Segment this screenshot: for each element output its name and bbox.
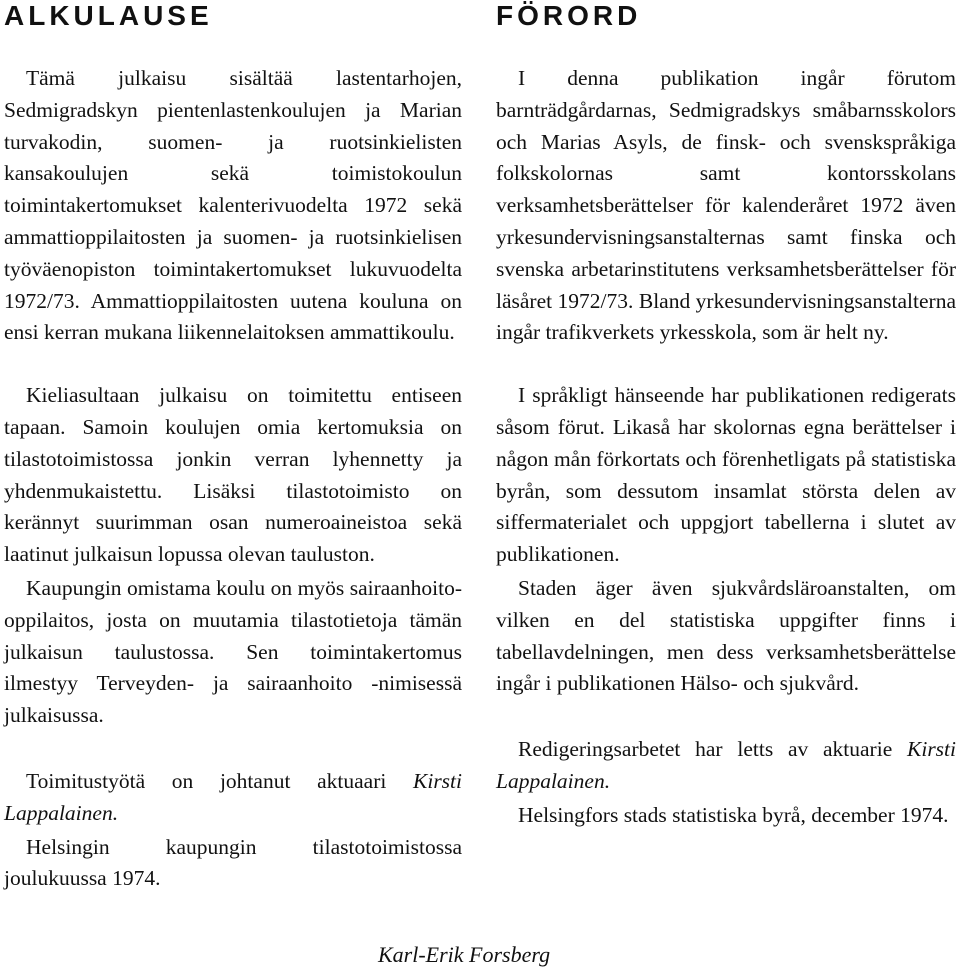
finnish-credit-text: Toimitustyötä on johtanut aktuaari xyxy=(26,768,413,793)
swedish-credit-paragraph xyxy=(496,734,956,798)
swedish-column xyxy=(496,0,956,832)
swedish-paragraph-1: I denna publikation ingår förutom barnträdgårdarnas, Sedmigradskys småbarnsskolors och Marias Asyls, de finsk- och svenskspråkiga folkskolornas samt kontorsskolans verksamhetsberättelser för kalenderåret 1972 även yrkesundervisningsanstalternas samt finska och svenska arbetarinstitutens verksamhetsberättelser för läsåret 1972/73. Bland yrkesundervisningsanstalterna ingår trafikverkets yrkesskola, som är helt ny. xyxy=(496,66,956,345)
finnish-place-date: Helsingin kaupungin tilastotoimistossa joulukuussa 1974. xyxy=(4,834,462,891)
signature: Karl-Erik Forsberg xyxy=(378,942,551,967)
swedish-credit-text: Redigeringsarbetet har letts av aktuarie xyxy=(518,737,907,762)
swedish-paragraph-2: I språkligt hänseende har publikationen redigerats såsom förut. Likaså har skolornas egna berättelser i någon mån förkortats och förenhetligats på statistiska byrån, som dessutom insamlat största delen av siffermaterialet och uppgjort tabellerna i slutet av publikationen. xyxy=(496,383,956,567)
finnish-paragraph-1: Tämä julkaisu sisältää lastentarhojen, Sedmigradskyn pientenlastenkoulujen ja Marian turvakodin, suomen- ja ruotsinkielisten kansakoulujen sekä toimistokoulun toimintakertomukset kalenterivuodelta 1972 sekä ammattioppilaitosten ja suomen- ja ruotsinkielisen työväenopiston toimintakertomukset lukuvuodelta 1972/73. Ammattioppilaitosten uutena kouluna on ensi kerran mukana liikennelaitoksen ammattikoulu. xyxy=(4,66,462,345)
swedish-paragraph-3: Staden äger även sjukvårdsläroanstalten, om vilken en del statistiska uppgifter finns i tabellavdelningen, men dess verksamhetsberättelse ingår i publikationen Hälso- och sjukvård. xyxy=(496,575,956,696)
finnish-heading: ALKULAUSE xyxy=(4,0,213,31)
finnish-credit-paragraph xyxy=(4,766,462,830)
finnish-paragraph-3: Kaupungin omistama koulu on myös sairaanhoito-oppilaitos, josta on muutamia tilastotietoja tämän julkaisun taulustossa. Sen toimintakertomus ilmestyy Terveyden- ja sairaanhoito -nimisessä julkaisussa. xyxy=(4,575,462,728)
finnish-column xyxy=(4,0,462,895)
finnish-paragraph-2: Kieliasultaan julkaisu on toimitettu entiseen tapaan. Samoin koulujen omia kertomuksia on tilastotoimistossa jonkin verran lyhennetty ja yhdenmukaistettu. Lisäksi tilastotoimisto on kerännyt suurimman osan numeroaineistoa sekä laatinut julkaisun lopussa olevan tauluston. xyxy=(4,383,462,567)
swedish-credit-name: Kirsti Lappalainen. xyxy=(496,737,956,793)
finnish-credit-name: Kirsti Lappalainen. xyxy=(4,768,462,825)
swedish-heading: FÖRORD xyxy=(496,0,642,31)
swedish-place-date: Helsingfors stads statistiska byrå, december 1974. xyxy=(518,802,949,827)
